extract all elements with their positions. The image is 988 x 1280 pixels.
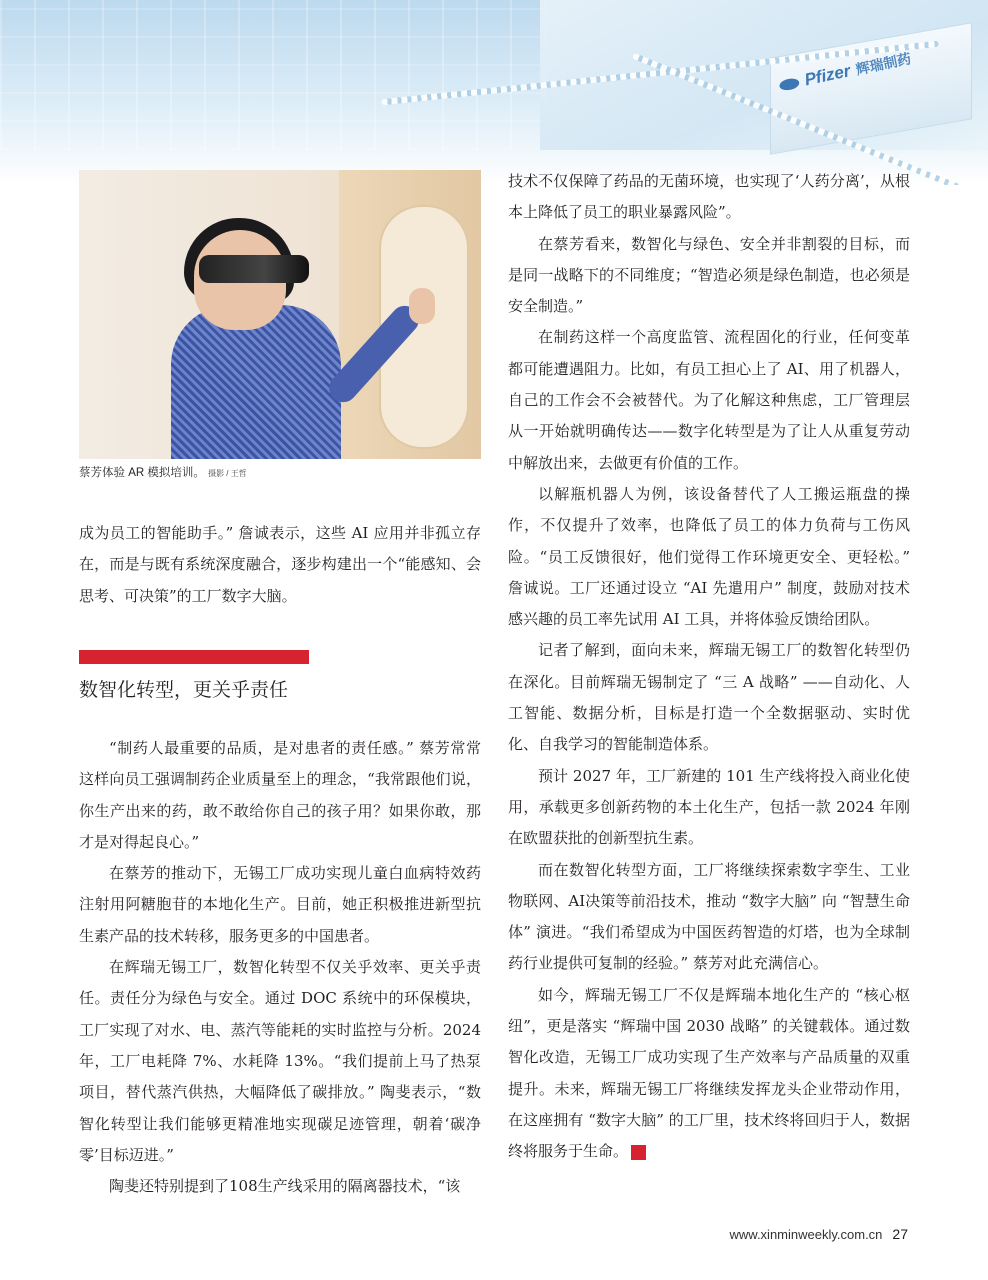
caption-credit: 摄影 / 王哲 bbox=[208, 469, 247, 478]
paragraph-text: 如今，辉瑞无锡工厂不仅是辉瑞本地化生产的 “核心枢纽”，更是落实 “辉瑞中国 2030 战略” 的关键载体。通过数智化改造，无锡工厂成功实现了生产效率与产品质量的双重提升。未来，辉瑞无锡工厂将继续发挥龙头企业带动作用， 在这座拥有 “数字大脑” 的工厂里，技术终将回归于人，数据终将服务于生命。 bbox=[508, 985, 910, 1161]
section-title: 数智化转型，更关乎责任 bbox=[79, 679, 289, 701]
caption-text: 蔡芳体验 AR 模拟培训。 bbox=[79, 467, 205, 479]
paragraph: 技术不仅保障了药品的无菌环境，也实现了‘人药分离’，从根本上降低了员工的职业暴露风险”。 bbox=[508, 172, 910, 222]
paragraph: 在制药这样一个高度监管、流程固化的行业，任何变革都可能遭遇阻力。比如，有员工担心上了 AI、用了机器人，自己的工作会不会被替代。为了化解这种焦虑，工厂管理层从一开始就明确传达——数字化转型是为了让人从重复劳动中解放出来，去做更有价值的工作。 bbox=[508, 328, 910, 472]
header-banner-image bbox=[0, 0, 988, 185]
paragraph: 在蔡芳看来，数智化与绿色、安全并非割裂的目标，而是同一战略下的不同维度；“智造必须是绿色制造，也必须是安全制造。” bbox=[508, 234, 910, 316]
left-column-bottom bbox=[79, 733, 481, 1202]
section-accent-bar bbox=[79, 650, 309, 664]
paragraph: 而在数智化转型方面，工厂将继续探索数字孪生、工业物联网、AI决策等前沿技术，推动 “数字大脑” 向 “智慧生命体” 演进。“我们希望成为中国医药智造的灯塔，也为全球制药行业提供可复制的经验。” 蔡芳对此充满信心。 bbox=[508, 860, 910, 973]
paragraph: 以解瓶机器人为例，该设备替代了人工搬运瓶盘的操作，不仅提升了效率，也降低了员工的体力负荷与工伤风险。“员工反馈很好，他们觉得工作环境更安全、更轻松。” 詹诚说。工厂还通过设立 “AI 先遣用户” 制度，鼓励对技术感兴趣的员工率先试用 AI 工具，并将体验反馈给团队。 bbox=[508, 484, 910, 629]
paragraph: 成为员工的智能助手。” 詹诚表示，这些 AI 应用并非孤立存在，而是与既有系统深度融合，逐步构建出一个“能感知、会思考、可决策”的工厂数字大脑。 bbox=[79, 524, 481, 605]
article-photo bbox=[79, 170, 481, 459]
paragraph-last bbox=[508, 980, 910, 1168]
right-column bbox=[508, 166, 910, 1168]
brand-logo-text: Pfizer bbox=[802, 61, 853, 90]
photo-caption bbox=[79, 464, 247, 480]
page-footer bbox=[730, 1226, 909, 1242]
paragraph: 在辉瑞无锡工厂，数智化转型不仅关乎效率、更关乎责任。责任分为绿色与安全。通过 DOC 系统中的环保模块，工厂实现了对水、电、蒸汽等能耗的实时监控与分析。2024 年，工厂电耗降 7%、水耗降 13%。“我们提前上马了热泵项目，替代蒸汽供热，大幅降低了碳排放。” 陶斐表示，“数智化转型让我们能够更精准地实现碳足迹管理，朝着‘碳净零’目标迈进。” bbox=[79, 958, 481, 1164]
page-number: 27 bbox=[892, 1226, 908, 1242]
paragraph: 在蔡芳的推动下，无锡工厂成功实现儿童白血病特效药注射用阿糖胞苷的本地化生产。目前，她正积极推进新型抗生素产品的技术转移，服务更多的中国患者。 bbox=[79, 864, 481, 945]
photo-ar-headset bbox=[199, 255, 309, 283]
left-column-top bbox=[79, 518, 481, 612]
paragraph: “制药人最重要的品质，是对患者的责任感。” 蔡芳常常这样向员工强调制药企业质量至上的理念，“我常跟他们说，你生产出来的药，敢不敢给你自己的孩子用？如果你敢，那才是对得起良心。” bbox=[79, 739, 481, 851]
brand-logo-mark bbox=[778, 76, 800, 91]
photo-person-hand bbox=[409, 288, 435, 324]
paragraph: 陶斐还特别提到了108生产线采用的隔离器技术，“该 bbox=[109, 1177, 461, 1196]
paragraph: 记者了解到，面向未来，辉瑞无锡工厂的数智化转型仍在深化。目前辉瑞无锡制定了 “三 A 战略” ——自动化、人工智能、数据分析，目标是打造一个全数据驱动、实时优化、自我学习的智能制造体系。 bbox=[508, 641, 910, 754]
brand-logo-text-cn: 辉瑞制药 bbox=[854, 50, 913, 78]
paragraph: 预计 2027 年，工厂新建的 101 生产线将投入商业化使用，承载更多创新药物的本土化生产，包括一款 2024 年刚在欧盟获批的创新型抗生素。 bbox=[508, 766, 910, 848]
banner-lab-pattern bbox=[0, 0, 560, 150]
footer-url: www.xinminweekly.com.cn bbox=[729, 1227, 883, 1242]
end-mark-icon: 民 bbox=[631, 1145, 646, 1160]
